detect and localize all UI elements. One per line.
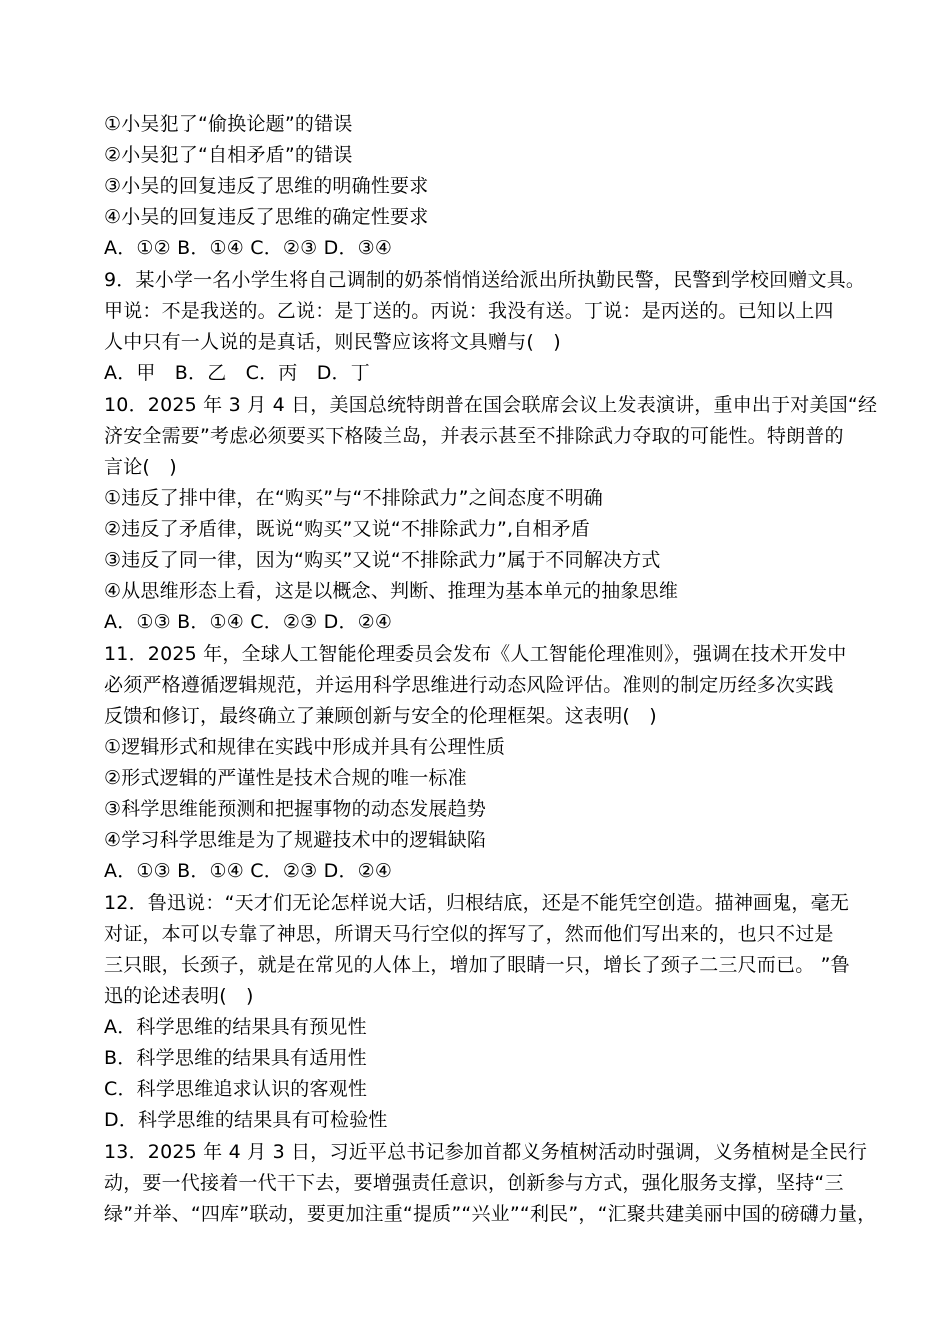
q12-stem-line-2: 对证，本可以专靠了神思，所谓天马行空似的挥写了，然而他们写出来的，也只不过是 <box>104 923 834 945</box>
q9-stem-line-2: 甲说：不是我送的。乙说：是丁送的。丙说：我没有送。丁说：是丙送的。已知以上四 <box>104 300 834 322</box>
q10-options: A．①③ B．①④ C．②③ D．②④ <box>104 611 393 633</box>
q10-statement-2: ②违反了矛盾律，既说“购买”又说“不排除武力”,自相矛盾 <box>104 518 591 540</box>
q8-statement-1: ①小吴犯了“偷换论题”的错误 <box>104 113 353 135</box>
q12-stem-line-1: 12．鲁迅说：“天才们无论怎样说大话，归根结底，还是不能凭空创造。描神画鬼，毫无 <box>104 892 850 914</box>
q8-statement-2: ②小吴犯了“自相矛盾”的错误 <box>104 144 353 166</box>
q11-statement-1: ①逻辑形式和规律在实践中形成并具有公理性质 <box>104 736 506 758</box>
q10-stem-line-1: 10．2025 年 3 月 4 日，美国总统特朗普在国会联席会议上发表演讲，重申出于对美国“经 <box>104 394 878 416</box>
q10-statement-1: ①违反了排中律，在“购买”与“不排除武力”之间态度不明确 <box>104 487 604 509</box>
q11-statement-2: ②形式逻辑的严谨性是技术合规的唯一标准 <box>104 767 467 789</box>
q13-stem-line-3: 绿”并举、“四库”联动，要更加注重“提质”“兴业”“利民”，“汇聚共建美丽中国的磅礴力量， <box>104 1203 877 1225</box>
q13-stem-line-2: 动，要一代接着一代干下去，要增强责任意识，创新参与方式，强化服务支撑，坚持“三 <box>104 1172 844 1194</box>
q8-statement-3: ③小吴的回复违反了思维的明确性要求 <box>104 175 429 197</box>
q12-stem-line-3: 三只眼，长颈子，就是在常见的人体上，增加了眼睛一只，增长了颈子二三尺而已。 ”鲁 <box>104 954 850 976</box>
q10-stem-line-2: 济安全需要”考虑必须要买下格陵兰岛，并表示甚至不排除武力夺取的可能性。特朗普的 <box>104 425 844 447</box>
q8-options: A．①② B．①④ C．②③ D．③④ <box>104 237 393 259</box>
q12-choice-c: C．科学思维追求认识的客观性 <box>104 1078 368 1100</box>
q11-stem-line-3: 反馈和修订，最终确立了兼顾创新与安全的伦理框架。这表明( ) <box>104 705 657 727</box>
q12-choice-a: A．科学思维的结果具有预见性 <box>104 1016 367 1038</box>
q13-stem-line-1: 13．2025 年 4 月 3 日，习近平总书记参加首都义务植树活动时强调，义务植树是全民行 <box>104 1141 868 1163</box>
q11-statement-4: ④学习科学思维是为了规避技术中的逻辑缺陷 <box>104 829 487 851</box>
q11-stem-line-1: 11．2025 年，全球人工智能伦理委员会发布《人工智能伦理准则》，强调在技术开发中 <box>104 643 847 665</box>
q10-stem-line-3: 言论( ) <box>104 456 177 478</box>
q12-choice-d: D．科学思维的结果具有可检验性 <box>104 1109 388 1131</box>
q12-choice-b: B．科学思维的结果具有适用性 <box>104 1047 367 1069</box>
q9-stem-line-1: 9．某小学一名小学生将自己调制的奶茶悄悄送给派出所执勤民警，民警到学校回赠文具。 <box>104 269 866 291</box>
q10-statement-4: ④从思维形态上看，这是以概念、判断、推理为基本单元的抽象思维 <box>104 580 679 602</box>
q12-stem-line-4: 迅的论述表明( ) <box>104 985 254 1007</box>
q9-stem-line-3: 人中只有一人说的是真话，则民警应该将文具赠与( ) <box>104 331 561 353</box>
q11-options: A．①③ B．①④ C．②③ D．②④ <box>104 860 393 882</box>
q9-options: A．甲 B．乙 C．丙 D．丁 <box>104 362 370 384</box>
q11-stem-line-2: 必须严格遵循逻辑规范，并运用科学思维进行动态风险评估。准则的制定历经多次实践 <box>104 674 834 696</box>
q11-statement-3: ③科学思维能预测和把握事物的动态发展趋势 <box>104 798 487 820</box>
q8-statement-4: ④小吴的回复违反了思维的确定性要求 <box>104 206 429 228</box>
q10-statement-3: ③违反了同一律，因为“购买”又说“不排除武力”属于不同解决方式 <box>104 549 661 571</box>
